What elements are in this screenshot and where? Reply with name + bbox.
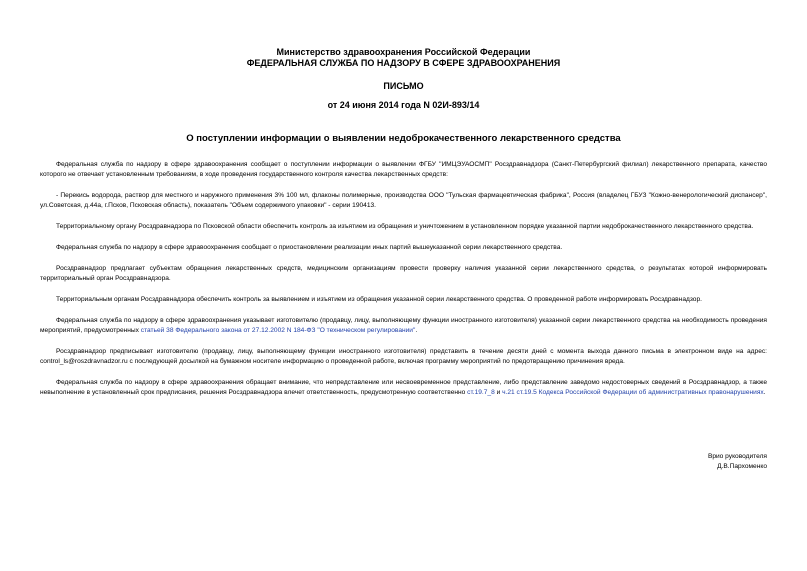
paragraph-7-end: . xyxy=(415,327,418,334)
signatory-position: Врио руководителя xyxy=(707,453,767,460)
law-184-fz-link[interactable]: статьей 38 Федерального закона от 27.12.2002 N 184-ФЗ "О техническом регулировании" xyxy=(140,327,416,334)
service-name: ФЕДЕРАЛЬНАЯ СЛУЖБА ПО НАДЗОРУ В СФЕРЕ ЗДРАВООХРАНЕНИЯ xyxy=(246,58,561,68)
paragraph-6: Территориальным органам Росздравнадзора обеспечить контроль за выявлением и изъятием из обращения указанной серии лекарственного средства. О проведенной работе информировать Росздравнадзор. xyxy=(56,296,702,303)
paragraph-3: Территориальному органу Росздравнадзора по Псковской области обеспечить контроль за изъятием из обращения и уничтожением в установленном порядке указанной партии недоброкачественного лекарственного средства. xyxy=(56,223,754,230)
signatory-name: Д.В.Пархоменко xyxy=(717,463,767,470)
paragraph-2: - Перекись водорода, раствор для местного и наружного применения 3% 100 мл, флаконы полимерные, производства ООО "Тульская фармацевтическая фабрика", Россия (владелец ГБУЗ "Кожно-венерологический диспансер", ул.Советская, д.44а, г.Псков, Псковская область), показатель "Объем содержимого упаковки" - серии 190413. xyxy=(40,192,767,209)
paragraph-5: Росздравнадзор предлагает субъектам обращения лекарственных средств, медицинским организациям провести проверку наличия указанной серии лекарственного средства, о результатах которой информировать территориальный орган Росздравнадзора. xyxy=(40,265,767,282)
koap-rf-link[interactable]: Кодекса Российской Федерации об административных правонарушениях xyxy=(538,389,764,396)
paragraph-9-and: и xyxy=(494,389,503,396)
paragraph-4: Федеральная служба по надзору в сфере здравоохранения сообщает о приостановлении реализации иных партий вышеуказанной серии лекарственного средства. xyxy=(56,244,563,251)
paragraph-7-text: Федеральная служба по надзору в сфере здравоохранения указывает изготовителю (продавцу, лицу, выполняющему функции иностранного изготовителя) указанной серии лекарственного средства на необходимость проведения мероприятий, предусмотренных xyxy=(40,317,767,334)
article-19-7-8-link[interactable]: ст.19.7_8 xyxy=(467,389,495,396)
document-title: О поступлении информации о выявлении недоброкачественного лекарственного средства xyxy=(186,133,621,144)
ministry-name: Министерство здравоохранения Российской Федерации xyxy=(276,47,531,57)
article-19-5-link[interactable]: ч.21 ст.19.5 xyxy=(502,389,537,396)
paragraph-1: Федеральная служба по надзору в сфере здравоохранения сообщает о поступлении информации о выявлении ФГБУ "ИМЦЭУАОСМП" Росздравнадзора (Санкт-Петербургский филиал) лекарственного препарата, качество которого не отвечает установленным требованиям, в ходе проведения государственного контроля качества лекарственных средств: xyxy=(40,161,767,178)
document-type: ПИСЬМО xyxy=(383,81,424,91)
paragraph-9-text: Федеральная служба по надзору в сфере здравоохранения обращает внимание, что непредставление или несвоевременное представление, либо представление заведомо недостоверных сведений в Росздравнадзор, а также невыполнение в установленный срок предписания, решения Росздравнадзора влечет ответственность, предусмотренную соответственно xyxy=(40,379,767,396)
document-date: от 24 июня 2014 года N 02И-893/14 xyxy=(327,100,480,110)
signature-block xyxy=(708,452,767,472)
paragraph-9 xyxy=(40,378,767,398)
paragraph-9-end: . xyxy=(763,389,766,396)
paragraph-7 xyxy=(40,316,767,336)
paragraph-8: Росздравнадзор предписывает изготовителю (продавцу, лицу, выполняющему функции иностранного изготовителя) представить в течение десяти дней с момента выхода данного письма в электронном виде на адрес: control_ls@roszdravnadzor.ru с последующей досылкой на бумажном носителе информацию о проведенной работе, включая программу мероприятий по предотвращению причинения вреда. xyxy=(40,348,767,365)
document-body xyxy=(40,160,767,409)
